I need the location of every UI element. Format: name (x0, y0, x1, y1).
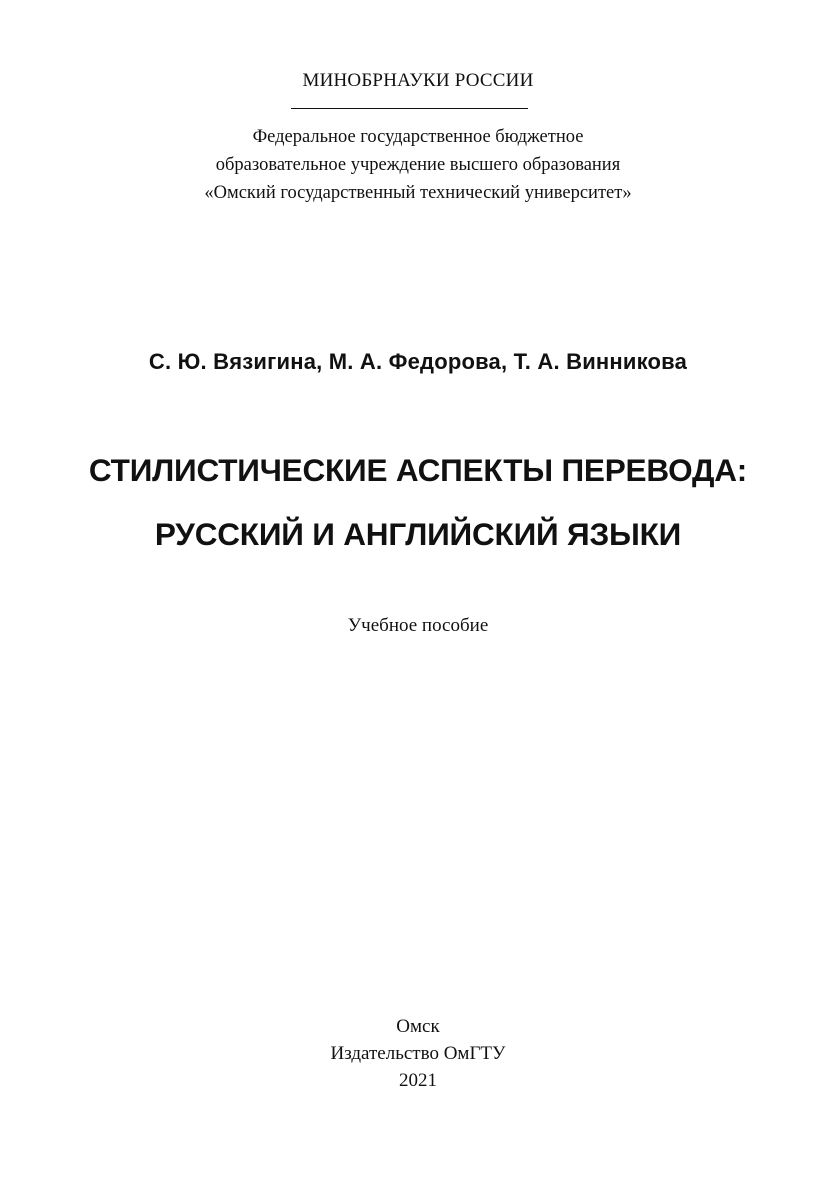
institution-line: Федеральное государственное бюджетное (252, 127, 584, 147)
institution-line: образовательное учреждение высшего образования (215, 155, 621, 175)
authors-line: С. Ю. Вязигина, М. А. Федорова, Т. А. Винникова (148, 349, 688, 374)
imprint-publisher: Издательство ОмГТУ (330, 1043, 506, 1064)
book-title-line: РУССКИЙ И АНГЛИЙСКИЙ ЯЗЫКИ (154, 516, 682, 552)
ministry-underline-divider (291, 108, 528, 109)
book-title-line: СТИЛИСТИЧЕСКИЕ АСПЕКТЫ ПЕРЕВОДА: (88, 452, 748, 488)
ministry-heading: МИНОБРНАУКИ РОССИИ (302, 70, 534, 91)
imprint-city: Омск (396, 1016, 440, 1037)
book-subtitle: Учебное пособие (347, 615, 489, 636)
imprint-year: 2021 (399, 1070, 437, 1091)
imprint-block (0, 1013, 836, 1094)
institution-block (0, 123, 836, 207)
institution-line: «Омский государственный технический университет» (204, 183, 632, 203)
book-title (0, 438, 836, 566)
